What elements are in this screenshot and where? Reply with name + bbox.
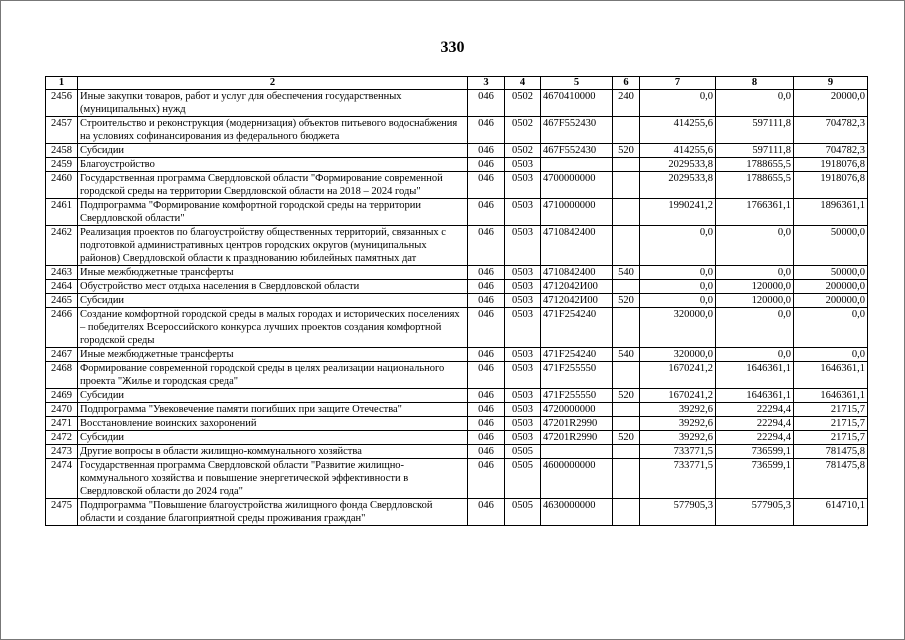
expense-type-cell [613,280,640,294]
target-article-cell: 4630000000 [541,499,613,526]
amount-col9-cell: 20000,0 [794,90,868,117]
target-article-cell: 471F255550 [541,362,613,389]
amount-col8-cell: 1766361,1 [716,199,794,226]
column-header: 5 [541,77,613,90]
expense-type-cell [613,459,640,499]
column-header: 1 [46,77,78,90]
expense-type-cell [613,199,640,226]
ministry-code-cell: 046 [468,403,505,417]
row-number-cell: 2474 [46,459,78,499]
amount-col7-cell: 320000,0 [640,308,716,348]
section-code-cell: 0503 [505,294,541,308]
column-header: 3 [468,77,505,90]
section-code-cell: 0503 [505,280,541,294]
target-article-cell: 467F552430 [541,117,613,144]
amount-col8-cell: 1788655,5 [716,172,794,199]
amount-col7-cell: 39292,6 [640,417,716,431]
table-row [46,294,868,308]
amount-col9-cell: 704782,3 [794,117,868,144]
amount-col9-cell: 1646361,1 [794,389,868,403]
item-name-cell: Субсидии [78,294,468,308]
item-name-cell: Субсидии [78,144,468,158]
amount-col8-cell: 0,0 [716,308,794,348]
section-code-cell: 0503 [505,266,541,280]
ministry-code-cell: 046 [468,431,505,445]
expense-type-cell: 240 [613,90,640,117]
row-number-cell: 2464 [46,280,78,294]
amount-col7-cell: 0,0 [640,226,716,266]
section-code-cell: 0503 [505,389,541,403]
amount-col9-cell: 781475,8 [794,445,868,459]
table-row [46,431,868,445]
amount-col8-cell: 0,0 [716,348,794,362]
amount-col9-cell: 50000,0 [794,266,868,280]
table-row [46,389,868,403]
expense-type-cell [613,308,640,348]
ministry-code-cell: 046 [468,417,505,431]
expense-type-cell [613,226,640,266]
column-header: 2 [78,77,468,90]
amount-col7-cell: 1990241,2 [640,199,716,226]
column-header: 6 [613,77,640,90]
item-name-cell: Реализация проектов по благоустройству общественных территорий, связанных с подготовкой административных центров городских округов (муниципальных районов) Свердловской области к празднованию юбилейных памятных дат [78,226,468,266]
target-article-cell: 47201R2990 [541,417,613,431]
expense-type-cell: 540 [613,266,640,280]
ministry-code-cell: 046 [468,445,505,459]
target-article-cell: 4700000000 [541,172,613,199]
amount-col8-cell: 120000,0 [716,294,794,308]
item-name-cell: Формирование современной городской среды в целях реализации национального проекта "Жилье и городская среда" [78,362,468,389]
row-number-cell: 2465 [46,294,78,308]
section-code-cell: 0503 [505,226,541,266]
amount-col9-cell: 614710,1 [794,499,868,526]
table-row [46,308,868,348]
section-code-cell: 0503 [505,172,541,199]
expense-type-cell: 520 [613,144,640,158]
row-number-cell: 2457 [46,117,78,144]
expense-type-cell: 540 [613,348,640,362]
expense-type-cell [613,499,640,526]
table-row [46,199,868,226]
section-code-cell: 0502 [505,117,541,144]
row-number-cell: 2470 [46,403,78,417]
section-code-cell: 0502 [505,90,541,117]
amount-col9-cell: 21715,7 [794,403,868,417]
section-code-cell: 0503 [505,199,541,226]
target-article-cell: 4712042И00 [541,280,613,294]
column-header: 8 [716,77,794,90]
section-code-cell: 0505 [505,499,541,526]
amount-col7-cell: 1670241,2 [640,389,716,403]
item-name-cell: Восстановление воинских захоронений [78,417,468,431]
table-row [46,499,868,526]
table-row [46,266,868,280]
row-number-cell: 2469 [46,389,78,403]
item-name-cell: Государственная программа Свердловской области "Развитие жилищно-коммунального хозяйства и повышение энергетической эффективности в Свердловской области до 2024 года" [78,459,468,499]
amount-col9-cell: 21715,7 [794,417,868,431]
table-row [46,280,868,294]
table-row [46,403,868,417]
row-number-cell: 2471 [46,417,78,431]
section-code-cell: 0503 [505,308,541,348]
table-row [46,117,868,144]
amount-col9-cell: 200000,0 [794,294,868,308]
amount-col8-cell: 120000,0 [716,280,794,294]
item-name-cell: Государственная программа Свердловской области "Формирование современной городской среды на территории Свердловской области на 2018 – 2024 годы" [78,172,468,199]
amount-col7-cell: 733771,5 [640,445,716,459]
target-article-cell [541,158,613,172]
section-code-cell: 0505 [505,459,541,499]
row-number-cell: 2461 [46,199,78,226]
item-name-cell: Подпрограмма "Увековечение памяти погибших при защите Отечества" [78,403,468,417]
ministry-code-cell: 046 [468,389,505,403]
amount-col7-cell: 414255,6 [640,117,716,144]
amount-col8-cell: 1788655,5 [716,158,794,172]
item-name-cell: Субсидии [78,389,468,403]
table-row [46,90,868,117]
target-article-cell: 471F254240 [541,348,613,362]
expense-type-cell [613,117,640,144]
table-row [46,144,868,158]
amount-col9-cell: 0,0 [794,308,868,348]
expense-type-cell [613,158,640,172]
expense-type-cell [613,172,640,199]
item-name-cell: Обустройство мест отдыха населения в Свердловской области [78,280,468,294]
table-row [46,226,868,266]
target-article-cell: 471F255550 [541,389,613,403]
ministry-code-cell: 046 [468,459,505,499]
target-article-cell [541,445,613,459]
target-article-cell: 4600000000 [541,459,613,499]
section-code-cell: 0505 [505,445,541,459]
row-number-cell: 2456 [46,90,78,117]
amount-col9-cell: 781475,8 [794,459,868,499]
column-header: 9 [794,77,868,90]
table-row [46,362,868,389]
ministry-code-cell: 046 [468,308,505,348]
amount-col8-cell: 22294,4 [716,431,794,445]
amount-col7-cell: 2029533,8 [640,158,716,172]
budget-table [45,76,868,526]
row-number-cell: 2473 [46,445,78,459]
amount-col7-cell: 414255,6 [640,144,716,158]
column-header: 4 [505,77,541,90]
amount-col8-cell: 597111,8 [716,144,794,158]
amount-col8-cell: 1646361,1 [716,389,794,403]
item-name-cell: Иные межбюджетные трансферты [78,266,468,280]
amount-col7-cell: 2029533,8 [640,172,716,199]
expense-type-cell [613,445,640,459]
page-number: 330 [440,39,465,56]
expense-type-cell: 520 [613,294,640,308]
item-name-cell: Строительство и реконструкция (модернизация) объектов питьевого водоснабжения на условиях софинансирования из федерального бюджета [78,117,468,144]
column-header: 7 [640,77,716,90]
amount-col9-cell: 1918076,8 [794,172,868,199]
amount-col7-cell: 0,0 [640,280,716,294]
item-name-cell: Создание комфортной городской среды в малых городах и исторических поселениях – победителях Всероссийского конкурса лучших проектов создания комфортной городской среды [78,308,468,348]
item-name-cell: Другие вопросы в области жилищно-коммунального хозяйства [78,445,468,459]
amount-col9-cell: 50000,0 [794,226,868,266]
expense-type-cell [613,362,640,389]
table-row [46,417,868,431]
section-code-cell: 0503 [505,158,541,172]
amount-col9-cell: 21715,7 [794,431,868,445]
amount-col8-cell: 22294,4 [716,403,794,417]
expense-type-cell: 520 [613,431,640,445]
ministry-code-cell: 046 [468,117,505,144]
ministry-code-cell: 046 [468,362,505,389]
target-article-cell: 471F254240 [541,308,613,348]
ministry-code-cell: 046 [468,144,505,158]
table-row [46,459,868,499]
amount-col8-cell: 577905,3 [716,499,794,526]
ministry-code-cell: 046 [468,348,505,362]
amount-col9-cell: 200000,0 [794,280,868,294]
ministry-code-cell: 046 [468,499,505,526]
amount-col7-cell: 577905,3 [640,499,716,526]
row-number-cell: 2460 [46,172,78,199]
row-number-cell: 2468 [46,362,78,389]
section-code-cell: 0502 [505,144,541,158]
amount-col9-cell: 704782,3 [794,144,868,158]
amount-col8-cell: 1646361,1 [716,362,794,389]
row-number-cell: 2466 [46,308,78,348]
amount-col9-cell: 0,0 [794,348,868,362]
section-code-cell: 0503 [505,431,541,445]
ministry-code-cell: 046 [468,266,505,280]
row-number-cell: 2475 [46,499,78,526]
ministry-code-cell: 046 [468,294,505,308]
target-article-cell: 4710842400 [541,266,613,280]
table-header-row [46,77,868,90]
amount-col7-cell: 733771,5 [640,459,716,499]
row-number-cell: 2467 [46,348,78,362]
section-code-cell: 0503 [505,403,541,417]
section-code-cell: 0503 [505,362,541,389]
amount-col8-cell: 0,0 [716,90,794,117]
table-body [46,90,868,526]
target-article-cell: 4720000000 [541,403,613,417]
ministry-code-cell: 046 [468,172,505,199]
table-row [46,172,868,199]
amount-col7-cell: 39292,6 [640,403,716,417]
table-row [46,445,868,459]
amount-col7-cell: 320000,0 [640,348,716,362]
row-number-cell: 2472 [46,431,78,445]
item-name-cell: Благоустройство [78,158,468,172]
amount-col8-cell: 736599,1 [716,459,794,499]
item-name-cell: Подпрограмма "Формирование комфортной городской среды на территории Свердловской области" [78,199,468,226]
amount-col8-cell: 0,0 [716,266,794,280]
row-number-cell: 2463 [46,266,78,280]
amount-col8-cell: 0,0 [716,226,794,266]
amount-col7-cell: 0,0 [640,90,716,117]
target-article-cell: 4710000000 [541,199,613,226]
table-row [46,158,868,172]
row-number-cell: 2462 [46,226,78,266]
expense-type-cell: 520 [613,389,640,403]
ministry-code-cell: 046 [468,226,505,266]
ministry-code-cell: 046 [468,199,505,226]
amount-col9-cell: 1918076,8 [794,158,868,172]
target-article-cell: 467F552430 [541,144,613,158]
amount-col9-cell: 1896361,1 [794,199,868,226]
ministry-code-cell: 046 [468,158,505,172]
amount-col8-cell: 736599,1 [716,445,794,459]
item-name-cell: Иные межбюджетные трансферты [78,348,468,362]
amount-col9-cell: 1646361,1 [794,362,868,389]
target-article-cell: 4710842400 [541,226,613,266]
target-article-cell: 4712042И00 [541,294,613,308]
amount-col7-cell: 0,0 [640,294,716,308]
amount-col7-cell: 39292,6 [640,431,716,445]
ministry-code-cell: 046 [468,90,505,117]
item-name-cell: Иные закупки товаров, работ и услуг для обеспечения государственных (муниципальных) нужд [78,90,468,117]
row-number-cell: 2459 [46,158,78,172]
item-name-cell: Субсидии [78,431,468,445]
expense-type-cell [613,403,640,417]
target-article-cell: 4670410000 [541,90,613,117]
section-code-cell: 0503 [505,348,541,362]
amount-col7-cell: 0,0 [640,266,716,280]
amount-col7-cell: 1670241,2 [640,362,716,389]
amount-col8-cell: 597111,8 [716,117,794,144]
expense-type-cell [613,417,640,431]
amount-col8-cell: 22294,4 [716,417,794,431]
row-number-cell: 2458 [46,144,78,158]
target-article-cell: 47201R2990 [541,431,613,445]
table-row [46,348,868,362]
item-name-cell: Подпрограмма "Повышение благоустройства жилищного фонда Свердловской области и создание благоприятной среды проживания граждан" [78,499,468,526]
ministry-code-cell: 046 [468,280,505,294]
section-code-cell: 0503 [505,417,541,431]
